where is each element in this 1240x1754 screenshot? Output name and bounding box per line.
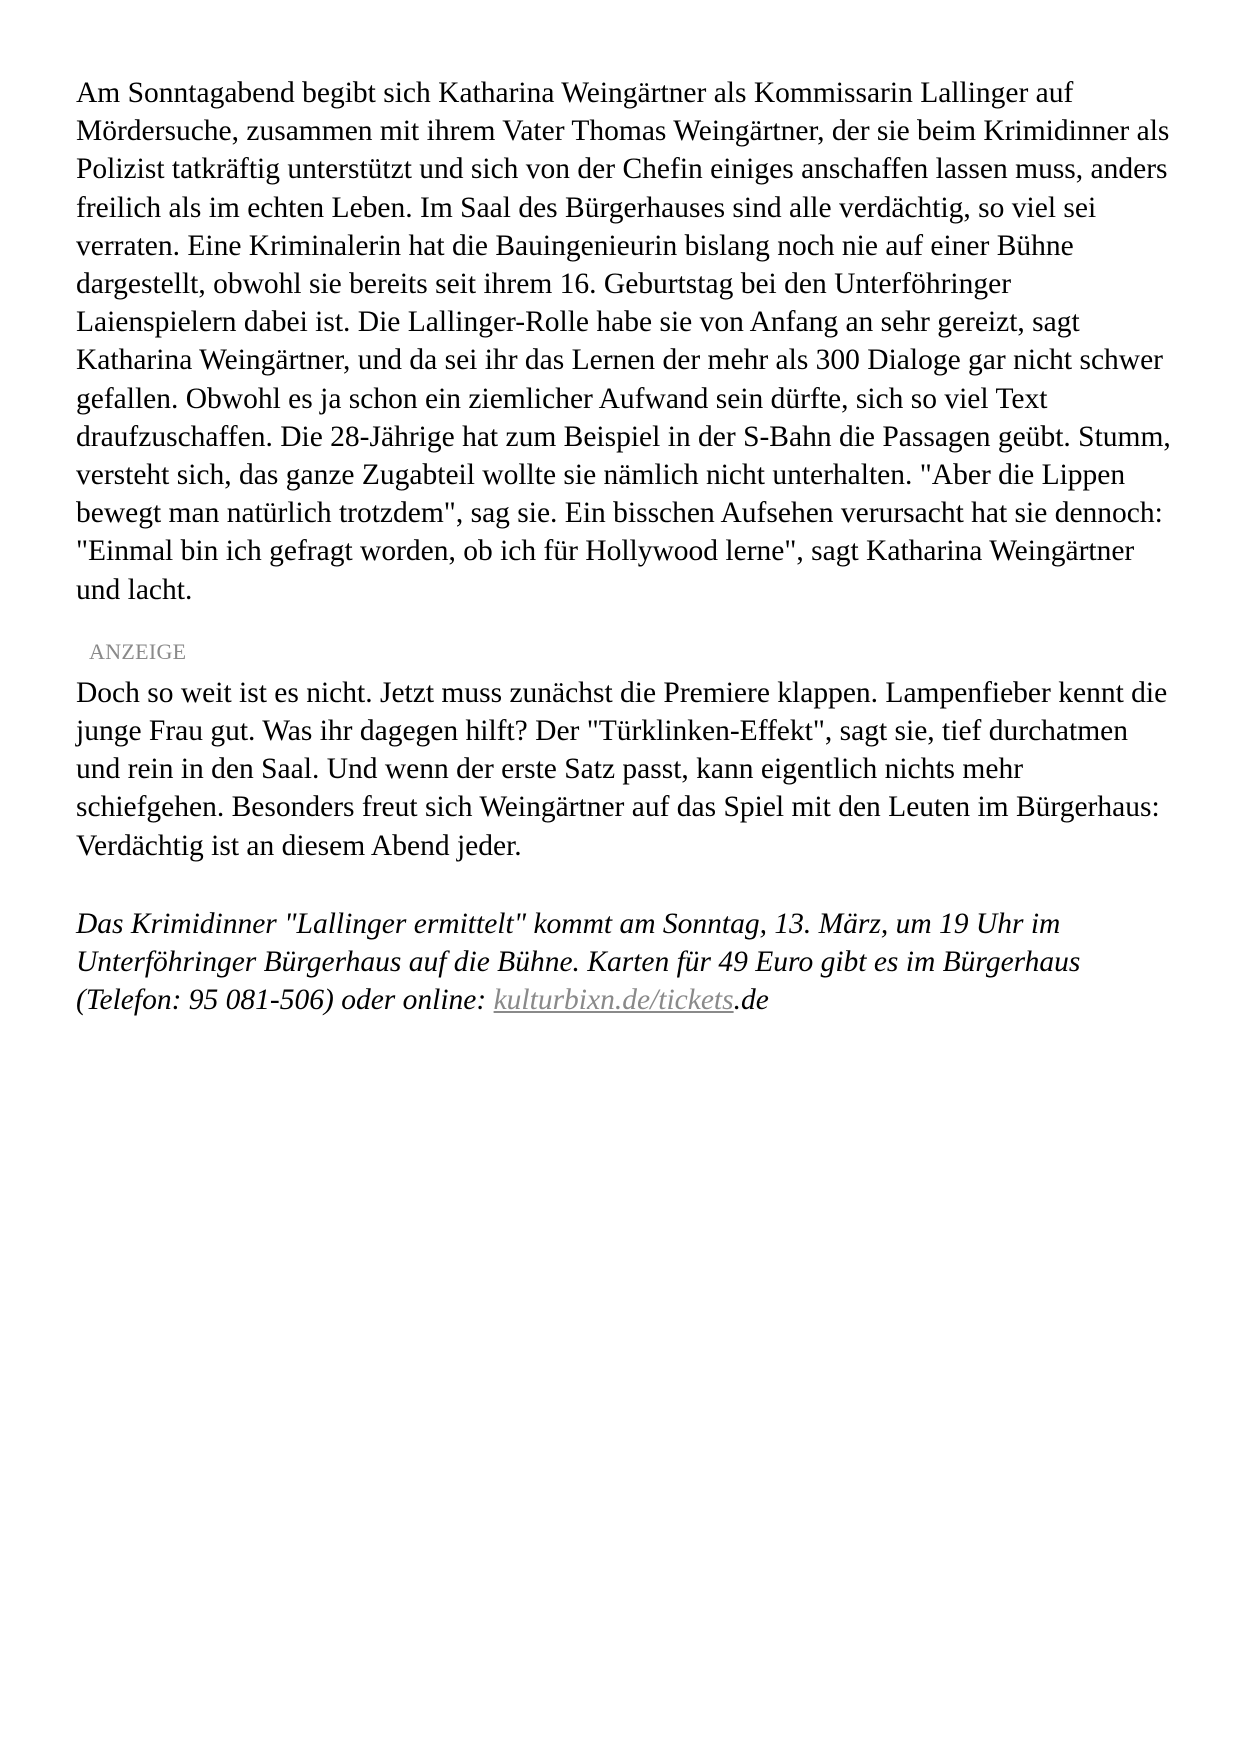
article-paragraph-1: Am Sonntagabend begibt sich Katharina Weingärtner als Kommissarin Lallinger auf Mördersuche, zusammen mit ihrem Vater Thomas Weingärtner, der sie beim Krimidinner als Polizist tatkräftig unterstützt und sich von der Chefin einiges anschaffen lassen muss, anders freilich als im echten Leben. Im Saal des Bürgerhauses sind alle verdächtig, so viel sei verraten. Eine Kriminalerin hat die Bauingenieurin bislang noch nie auf einer Bühne dargestellt, obwohl sie bereits seit ihrem 16. Geburtstag bei den Unterföhringer Laienspielern dabei ist. Die Lallinger-Rolle habe sie von Anfang an sehr gereizt, sagt Katharina Weingärtner, und da sei ihr das Lernen der mehr als 300 Dialoge gar nicht schwer gefallen. Obwohl es ja schon ein ziemlicher Aufwand sein dürfte, sich so viel Text draufzuschaffen. Die 28-Jährige hat zum Beispiel in der S-Bahn die Passagen geübt. Stumm, versteht sich, das ganze Zugabteil wollte sie nämlich nicht unterhalten. "Aber die Lippen bewegt man natürlich trotzdem", sag sie. Ein bisschen Aufsehen verursacht hat sie dennoch: "Einmal bin ich gefragt worden, ob ich für Hollywood lerne", sagt Katharina Weingärtner und lacht. [76,77,1171,606]
event-info-suffix: .de [733,984,769,1017]
article-paragraph-2: Doch so weit ist es nicht. Jetzt muss zunächst die Premiere klappen. Lampenfieber kennt die junge Frau gut. Was ihr dagegen hilft? Der "Türklinken-Effekt", sagt sie, tief durchatmen und rein in den Saal. Und wenn der erste Satz passt, kann eigentlich nichts mehr schiefgehen. Besonders freut sich Weingärtner auf das Spiel mit den Leuten im Bürgerhaus: Verdächtig ist an diesem Abend jeder. [76,676,1168,862]
tickets-link[interactable]: kulturbixn.de/tickets [493,984,734,1017]
event-info-text: Das Krimidinner "Lallinger ermittelt" kommt am Sonntag, 13. März, um 19 Uhr im Unterföhringer Bürgerhaus auf die Bühne. Karten für 49 Euro gibt es im Bürgerhaus (Telefon: 95 081-506) oder online: [76,907,1081,1017]
article-body [76,74,1176,1019]
ad-label: ANZEIGE [89,638,187,664]
event-info [76,905,1176,1020]
